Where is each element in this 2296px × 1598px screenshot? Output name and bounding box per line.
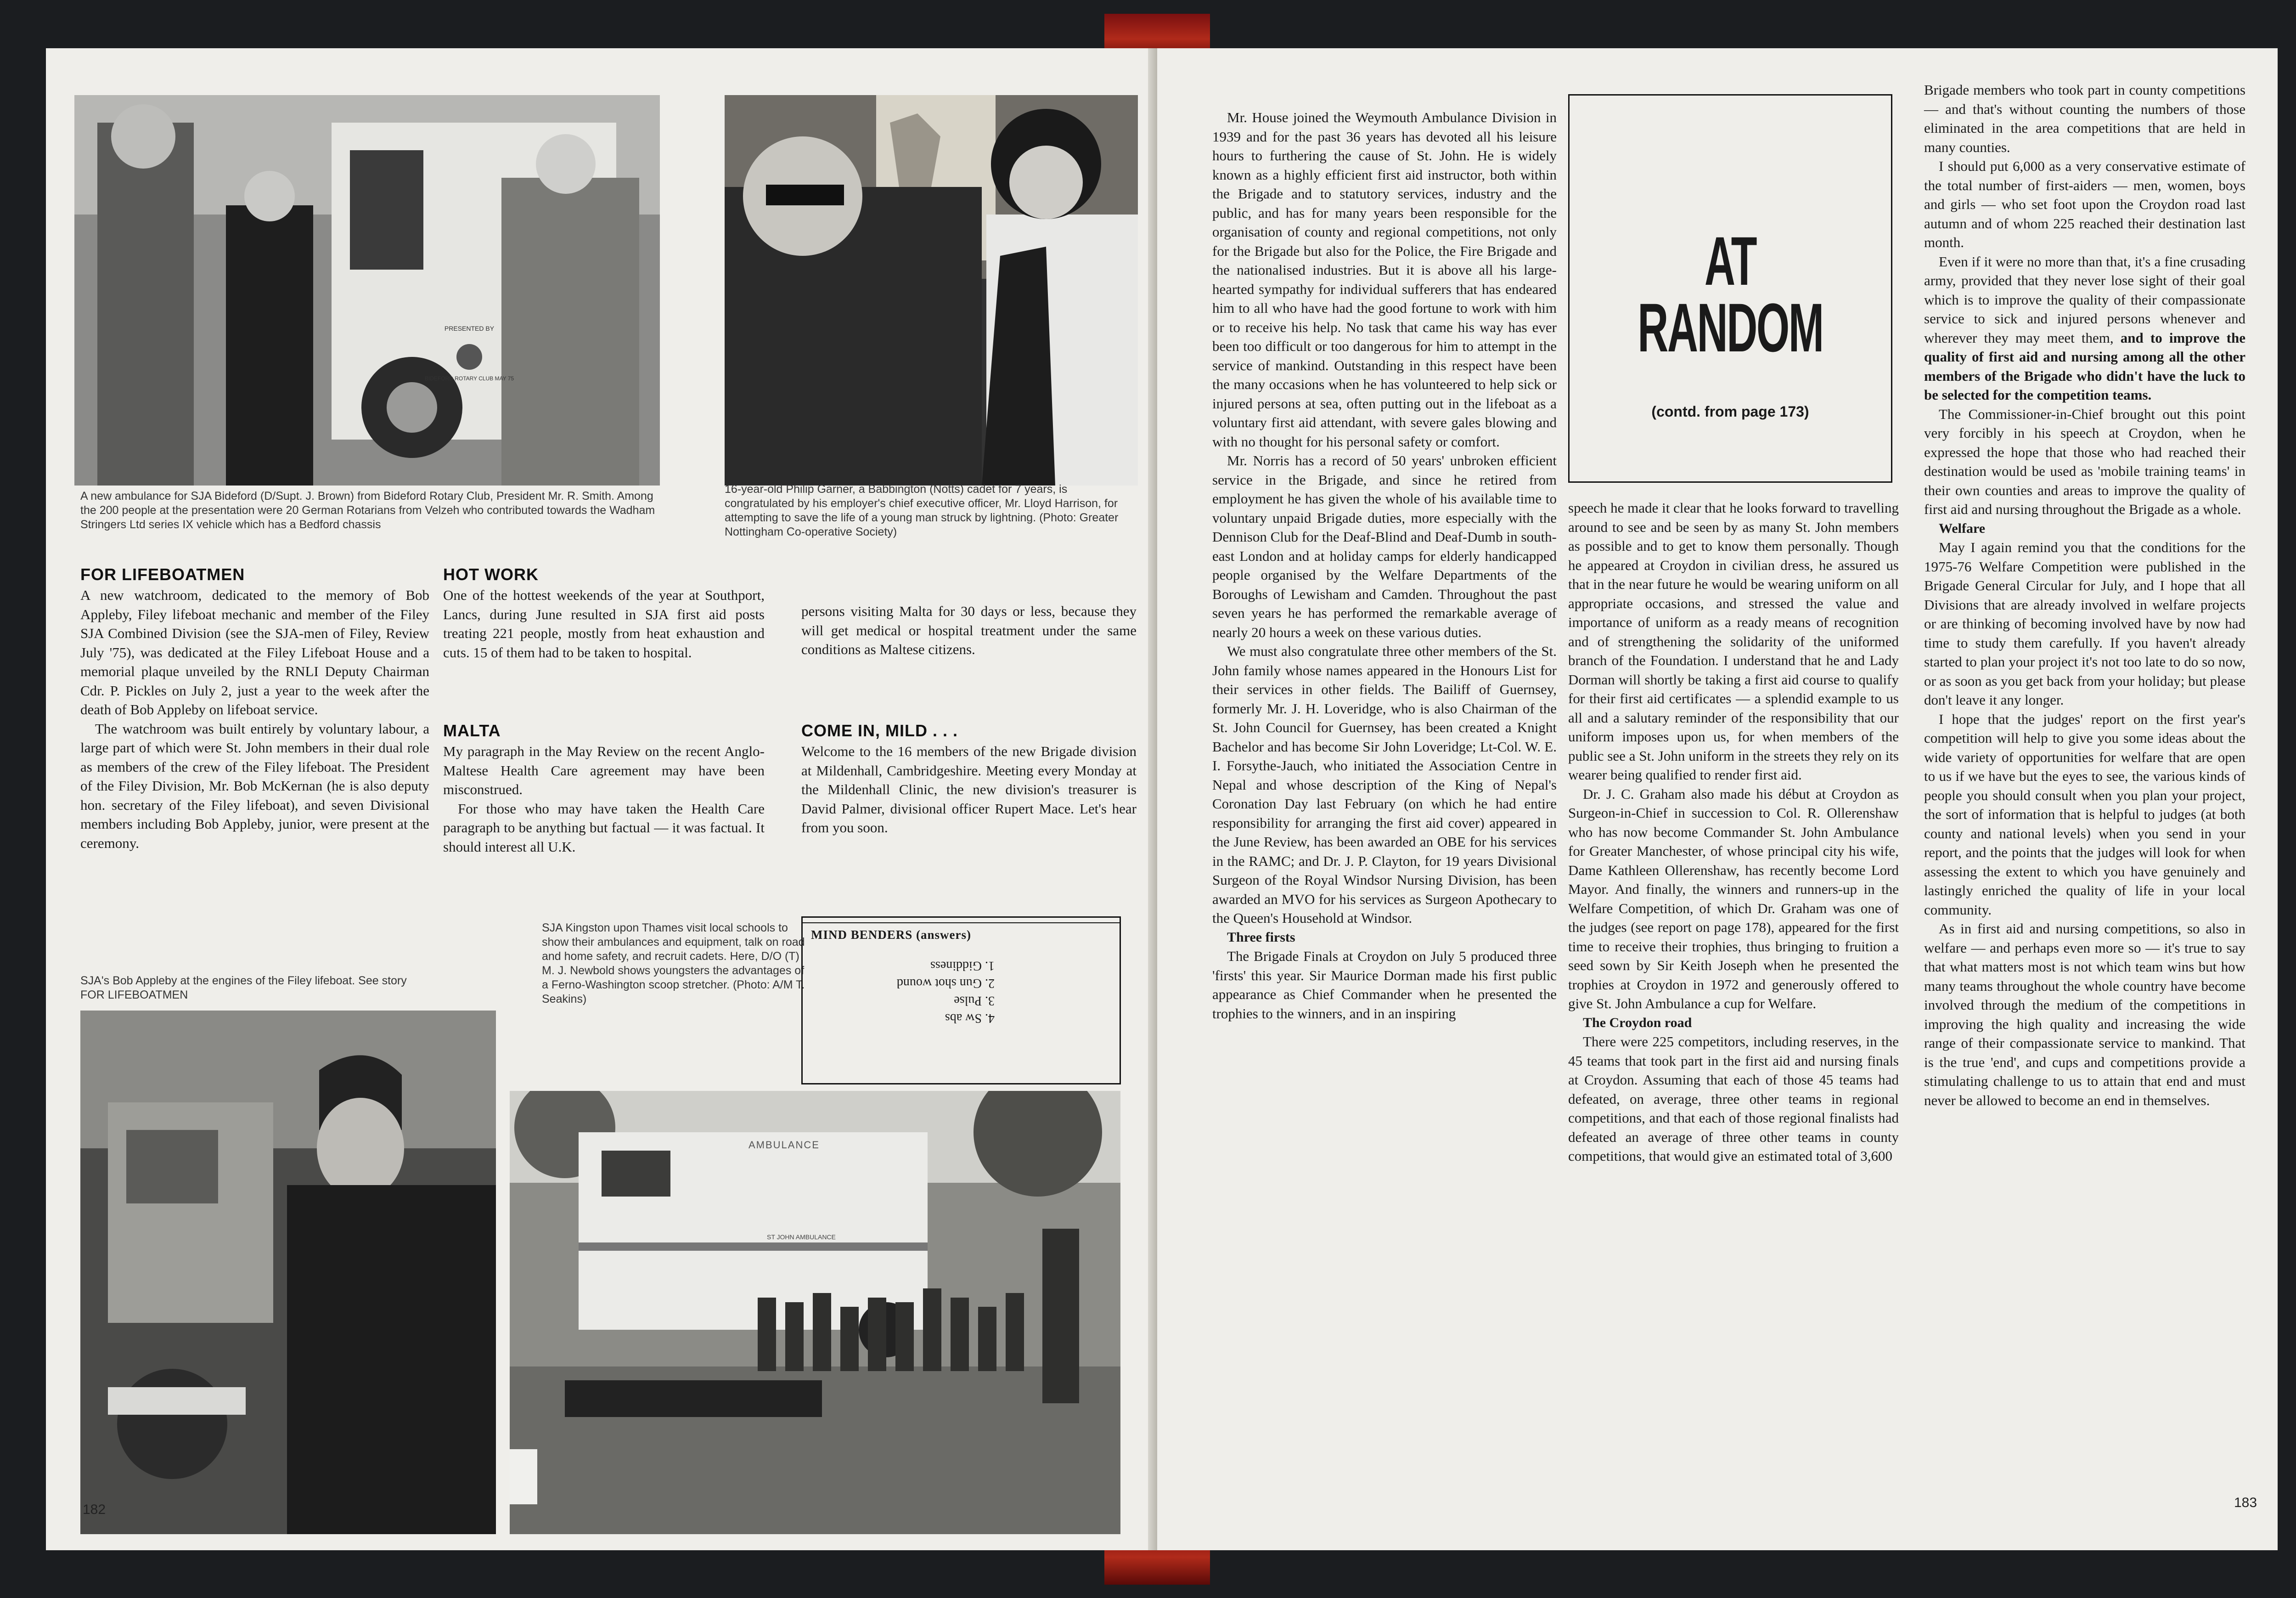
right-page bbox=[1157, 48, 2278, 1550]
mind-benders-answer: 1. Giddiness bbox=[930, 959, 995, 973]
col3-paragraph-1: Brigade members who took part in county competitions — and that's without counting the numbers of those eliminated in the area competitions that are held in many counties. bbox=[1924, 82, 2245, 155]
heading-welfare: Welfare bbox=[1939, 520, 1986, 536]
col3-paragraph-3 bbox=[1924, 252, 2245, 405]
malta-paragraph-1: My paragraph in the May Review on the recent Anglo-Maltese Health Care agreement may have been misconstrued. bbox=[443, 743, 765, 797]
caption-ambulance-presentation: A new ambulance for SJA Bideford (D/Supt. J. Brown) from Bideford Rotary Club, President Mr. R. Smith. Among the 200 people at the presentation were 20 German Rotarians from Velzeh who contributed towards the Wadham Stringers Ltd series IX vehicle which has a Bedford chassis bbox=[80, 490, 655, 531]
hot-work-text bbox=[443, 586, 765, 662]
st-john-ambulance-sign: ST JOHN AMBULANCE bbox=[767, 1233, 836, 1241]
col3-paragraph-2: I should put 6,000 as a very conservative estimate of the total number of first-aiders — men, women, boys and girls — who set foot upon the Croydon road last autumn and of whom 225 reached their destination last month. bbox=[1924, 158, 2245, 250]
heading-croydon-road: The Croydon road bbox=[1583, 1015, 1692, 1030]
mind-benders-answer: 2. Gun shot wound bbox=[896, 976, 995, 990]
col3-paragraph-3-start: Even if it were no more than that, it's a fine crusading army, provided that they never lose sight of their goal which is to improve the quality of their compassionate service to sick and injured persons whenever and wherever they may meet them, bbox=[1924, 253, 2245, 346]
malta-continued-text bbox=[801, 602, 1137, 659]
malta-paragraph-2: For those who may have taken the Health Care paragraph to be anything but factual — it was factual. It should interest all U.K. bbox=[443, 800, 765, 855]
three-firsts-paragraph: The Brigade Finals at Croydon on July 5 produced three 'firsts' this year. Sir Maurice Dorman made his first public appearance as Chief Commander when he presented the trophies to the winners, and in an inspiring bbox=[1212, 948, 1557, 1022]
mind-benders-answer: 3. Pulse bbox=[954, 994, 995, 1008]
graham-paragraph: Dr. J. C. Graham also made his début at Croydon as Surgeon-in-Chief in succession to Col. R. Ollerenshaw who has now become Commander St. John Ambulance for Greater Manchester, of whose principal city his wife, Dame Kathleen Ollerenshaw, has recently become Lord Mayor. And finally, the winners and runners-up in the Welfare Competition, of which Dr. Graham was one of the judges (see report on page 178), appeared for the first time to receive their trophies, thus bringing to fruition a seed sown by Sir Keith Joseph when he presented the trophies at Croydon in 1972 and generously offered to give St. John Ambulance a cup for Welfare. bbox=[1568, 785, 1899, 1011]
heading-for-lifeboatmen: FOR LIFEBOATMEN bbox=[80, 565, 245, 584]
malta-text bbox=[443, 742, 765, 856]
heading-malta: MALTA bbox=[443, 721, 501, 740]
heading-hot-work: HOT WORK bbox=[443, 565, 539, 584]
mind-benders-answers-upside-down bbox=[811, 957, 995, 1027]
caption-bob-appleby: SJA's Bob Appleby at the engines of the Filey lifeboat. See story FOR LIFEBOATMEN bbox=[80, 974, 407, 1001]
presented-by-label: PRESENTED BY bbox=[444, 325, 495, 332]
photo-philip-garner bbox=[725, 95, 1138, 486]
page-number-left: 182 bbox=[83, 1502, 106, 1517]
at-random-box bbox=[1568, 94, 1892, 483]
at-random-subtitle: (contd. from page 173) bbox=[1651, 403, 1809, 420]
right-column-2 bbox=[1568, 498, 1899, 1166]
ambulance-sign: AMBULANCE bbox=[748, 1139, 820, 1151]
honours-paragraph: We must also congratulate three other members of the St. John family whose names appeared in the Honours List for their services in other fields. The Bailiff of Guernsey, formerly Mr. J. H. Loveridge, who is also Chairman of the St. John Council for Guernsey, has been created a Knight Bachelor and has become Sir John Loveridge; Lt-Col. W. E. I. Forsythe-Jauch, who initiated the Association Centre in Nepal and whose description of the King of Nepal's Coronation Day last February (on which he had entire responsibility for arranging the first aid cover) appeared in the June Review, has been awarded an OBE for his services in the RAMC; and Dr. J. P. Clayton, for 19 years Divisional Surgeon of the Royal Windsor Nursing Division, has been awarded an MVO for his services as Surgeon Apothecary to the Queen's Household at Windsor. bbox=[1212, 643, 1557, 926]
right-column-1 bbox=[1212, 108, 1557, 1023]
come-in-mild-paragraph: Welcome to the 16 members of the new Brigade division at Mildenhall, Cambridgeshire. Meeting every Monday at the Mildenhall Clinic, the new division's treasurer is David Palmer, divisional officer Rupert Mace. Let's hear from you soon. bbox=[801, 743, 1137, 836]
mind-benders-box bbox=[801, 916, 1121, 1084]
mind-benders-answer: 4. Sw abs bbox=[945, 1011, 995, 1025]
photo-kingston-schools bbox=[510, 1091, 1120, 1534]
caption-philip-garner: 16-year-old Philip Garner, a Babbington (Notts) cadet for 7 years, is congratulated by his employer's chief executive officer, Mr. Lloyd Harrison, for attempting to save the life of a young man struck by lightning. (Photo: Greater Nottingham Co-operative Society) bbox=[725, 483, 1119, 538]
heading-come-in-mild: COME IN, MILD . . . bbox=[801, 721, 958, 740]
page-number-right: 183 bbox=[2234, 1495, 2257, 1510]
mind-benders-title: MIND BENDERS (answers) bbox=[811, 928, 972, 942]
croydon-road-paragraph: There were 225 competitors, including reserves, in the 45 teams that took part in the first aid and nursing finals at Croydon. Assuming that each of those 45 teams had defeated, on average, three other teams in regional competitions, and that each of those regional finalists had defeated an average of three other teams in county competitions, that would give an estimated total of 3,600 bbox=[1568, 1033, 1899, 1164]
caption-kingston: SJA Kingston upon Thames visit local schools to show their ambulances and equipment, talk on road and home safety, and recruit cadets. Here, D/O (T) M. J. Newbold shows youngsters the advantages of a Ferno-Washington scoop stretcher. (Photo: A/M T. Seakins) bbox=[542, 921, 805, 1005]
lifeboatmen-text bbox=[80, 586, 429, 853]
hot-work-paragraph: One of the hottest weekends of the year at Southport, Lancs, during June resulted in SJA first aid posts treating 221 people, mostly from heat exhaustion and cuts. 15 of them had to be taken to hospital. bbox=[443, 587, 765, 661]
come-in-mild-text bbox=[801, 742, 1137, 837]
speech-paragraph: speech he made it clear that he looks forward to travelling around to see and be seen by as many St. John members as possible and to get to know them personally. Though he appeared at Croydon in civilian dress, he assured us that in the near future he would be wearing uniform on all appropriate occasions, and stressed the value and importance of uniform as a ready means of recognition and of strengthening the solidarity of the uniformed branch of the Foundation. I understand that he and Lady Dorman will shortly be taking a first aid course to qualify for their first aid certificates — a splendid example to us all and a salutary reminder of the responsibility that our uniform imposes upon us, for when members of the public see a St. John uniform in the streets they rely on its wearer being qualified to render first aid. bbox=[1568, 500, 1899, 783]
col3-paragraph-4: The Commissioner-in-Chief brought out this point very forcibly in his speech at Croydon, when he expressed the hope that those who had reached their destination would be used as 'mobile training teams' in their own counties and areas to improve the quality of first aid and nursing throughout the Brigade as a whole. bbox=[1924, 406, 2245, 517]
at-random-title-line-1: AT bbox=[1704, 222, 1756, 299]
lifeboatmen-paragraph-1: A new watchroom, dedicated to the memory of Bob Appleby, Filey lifeboat mechanic and member of the Filey SJA Combined Division (see the SJA-men of Filey, Review July '75), was dedicated at the Filey Lifeboat House and a memorial plaque unveiled by the RNLI Deputy Chairman Cdr. P. Pickles on July 2, just a year to the week after the death of Bob Appleby on lifeboat service. bbox=[80, 587, 429, 717]
welfare-paragraph-3: As in first aid and nursing competitions, so also in welfare — and perhaps even more so — it's true to say that what matters most is not which team wins but how many teams throughout the whole country have become involved through the medium of the competitions in improving the high quality and increasing the wide range of their compassionate service to mankind. That is the true 'end', and cups and competitions provide a stimulating challenge to us to attain that end and must never be allowed to become an end in themselves. bbox=[1924, 920, 2245, 1108]
lifeboatmen-paragraph-2: The watchroom was built entirely by voluntary labour, a large part of which were St. John members in their dual role as members of the crew of the Filey lifeboat. The President of the Filey Division, Mr. Bob McKernan (he is also deputy hon. secretary of the Filey lifeboat), and seven Divisional members including Bob Appleby, junior, were present at the ceremony. bbox=[80, 720, 429, 851]
rotary-label: BIDEFORD ROTARY CLUB MAY 75 bbox=[424, 375, 514, 382]
mind-benders-rule bbox=[803, 922, 1120, 923]
malta-paragraph-3: persons visiting Malta for 30 days or less, because they will get medical or hospital treatment under the same conditions as Maltese citizens. bbox=[801, 603, 1137, 657]
norris-paragraph: Mr. Norris has a record of 50 years' unbroken efficient service in the Brigade, and since he retired from employment he has given the whole of his available time to voluntary unpaid Brigade duties, more especially with the Dennison Club for the Deaf-Blind and Deaf-Dumb in south-east London and at holiday camps for elderly handicapped people organised by the Welfare Departments of the Boroughs of Lewisham and Camden. Throughout the past seven years he has performed the remarkable average of nearly 20 hours a week on these various duties. bbox=[1212, 452, 1557, 640]
photo-bob-appleby-engines bbox=[80, 1011, 496, 1534]
col3-paragraph-3-bold: and to improve the quality of first aid and nursing among all the other members of the Brigade who didn't have the luck to be selected for the competition teams. bbox=[1924, 329, 2246, 403]
welfare-paragraph-2: I hope that the judges' report on the first year's competition will help to give you some ideas about the wide variety of opportunities for welfare that are open to us if we have but the eyes to see, the various kinds of people you should consult when you plan your project, the sort of information that is helpful to judges (at both county and national levels) when you send in your report, and the points that the judges will look for when assessing the extent to which you have genuinely and lastingly enriched the quality of life in your local community. bbox=[1924, 711, 2245, 918]
house-paragraph: Mr. House joined the Weymouth Ambulance Division in 1939 and for the past 36 years has devoted all his leisure hours to furthering the cause of St. John. He is widely known as a highly efficient first aid instructor, both within the Brigade and to statutory services, industry and the public, and has for many years been responsible for the organisation of county and regional competitions, not only for the Brigade but also for the Police, the Fire Brigade and the nationalised industries. But it is above all his large-hearted sympathy for individual sufferers that has endeared him to all who have had the good fortune to work with him or to receive his help. No task that came his way has ever been too difficult or too dangerous for him to attempt in the service of mankind. Outstanding in this respect have been the many occasions when he has volunteered to help sick or injured persons at sea, often putting out in the lifeboat as a voluntary first aid attendant, with severe gales blowing and with no thought for his personal safety or comfort. bbox=[1212, 109, 1557, 450]
left-page bbox=[46, 48, 1159, 1550]
at-random-title-line-2: RANDOM bbox=[1638, 289, 1823, 366]
heading-three-firsts: Three firsts bbox=[1227, 929, 1295, 945]
right-column-3 bbox=[1924, 80, 2245, 1110]
photo-ambulance-presentation bbox=[74, 95, 660, 486]
welfare-paragraph-1: May I again remind you that the conditions for the 1975-76 Welfare Competition were published in the Brigade General Circular for July, and I hope that all Divisions that are already involved in welfare projects or are thinking of becoming involved have by now had time to study them carefully. If you haven't already started to plan your project it's not too late to do so now, or as soon as you get back from your holiday; but please don't leave it any longer. bbox=[1924, 539, 2245, 708]
